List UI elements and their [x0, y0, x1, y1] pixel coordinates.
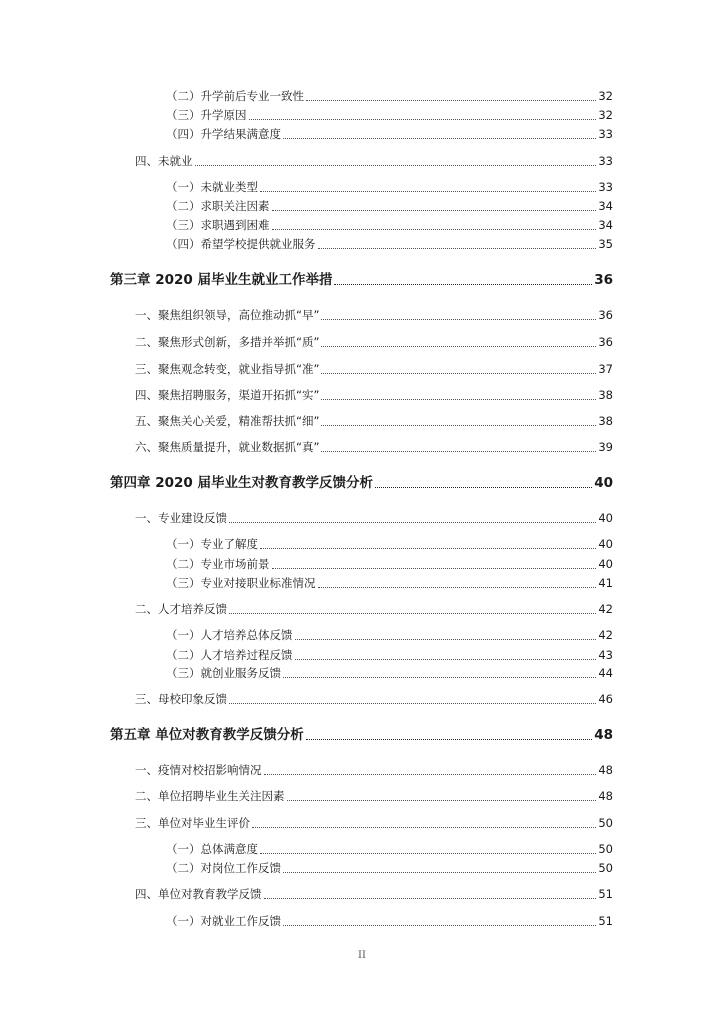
dot-leader — [283, 872, 596, 873]
toc-entry-title: 四、聚焦招聘服务，渠道开拓抓“实” — [135, 388, 320, 402]
toc-entry-title: 第四章 2020 届毕业生对教育教学反馈分析 — [110, 475, 373, 491]
toc-sub-entry[interactable] — [0, 235, 613, 253]
toc-section-entry[interactable] — [0, 690, 613, 708]
toc-section-entry[interactable] — [0, 814, 613, 832]
dot-leader — [260, 853, 596, 854]
dot-leader — [249, 119, 597, 120]
dot-leader — [321, 373, 596, 374]
toc-entry-page-number: 50 — [598, 816, 613, 830]
toc-entry-page-number: 42 — [598, 628, 613, 642]
dot-leader — [321, 451, 596, 452]
toc-section-entry[interactable] — [0, 885, 613, 903]
toc-entry-title: 三、单位对毕业生评价 — [135, 816, 250, 830]
toc-sub-entry[interactable] — [0, 859, 613, 877]
toc-entry-page-number: 39 — [598, 440, 613, 454]
toc-entry-title: 五、聚焦关心关爱，精准帮扶抓“细” — [135, 414, 320, 428]
toc-entry-page-number: 35 — [598, 237, 613, 251]
toc-entry-title: （四）希望学校提供就业服务 — [166, 237, 316, 251]
toc-entry-page-number: 36 — [594, 272, 613, 288]
dot-leader — [283, 138, 596, 139]
toc-section-entry[interactable] — [0, 509, 613, 527]
toc-section-entry[interactable] — [0, 600, 613, 618]
toc-entry-title: 一、专业建设反馈 — [135, 511, 227, 525]
dot-leader — [272, 568, 597, 569]
toc-section-entry[interactable] — [0, 333, 613, 351]
toc-entry-page-number: 32 — [598, 89, 613, 103]
toc-entry-page-number: 33 — [598, 154, 613, 168]
toc-entry-page-number: 40 — [598, 537, 613, 551]
toc-sub-entry[interactable] — [0, 574, 613, 592]
dot-leader — [306, 739, 593, 740]
toc-entry-page-number: 48 — [598, 789, 613, 803]
toc-entry-title: （三）就创业服务反馈 — [166, 666, 281, 680]
toc-entry-page-number: 50 — [598, 842, 613, 856]
toc-entry-page-number: 41 — [598, 576, 613, 590]
toc-sub-entry[interactable] — [0, 197, 613, 215]
toc-entry-title: （二）专业市场前景 — [166, 557, 270, 571]
dot-leader — [295, 639, 597, 640]
toc-section-entry[interactable] — [0, 761, 613, 779]
toc-entry-title: 一、疫情对校招影响情况 — [135, 763, 262, 777]
dot-leader — [272, 229, 597, 230]
toc-chapter-entry[interactable] — [0, 270, 613, 290]
toc-entry-page-number: 32 — [598, 108, 613, 122]
toc-chapter-entry[interactable] — [0, 473, 613, 493]
toc-entry-page-number: 33 — [598, 127, 613, 141]
dot-leader — [272, 210, 597, 211]
toc-sub-entry[interactable] — [0, 664, 613, 682]
toc-section-entry[interactable] — [0, 412, 613, 430]
toc-entry-page-number: 33 — [598, 180, 613, 194]
dot-leader — [375, 487, 592, 488]
dot-leader — [321, 319, 596, 320]
toc-entry-page-number: 51 — [598, 887, 613, 901]
dot-leader — [321, 399, 596, 400]
toc-entry-page-number: 38 — [598, 414, 613, 428]
toc-entry-page-number: 43 — [598, 648, 613, 662]
toc-chapter-entry[interactable] — [0, 725, 613, 745]
dot-leader — [264, 898, 597, 899]
dot-leader — [252, 827, 596, 828]
toc-entry-page-number: 34 — [598, 218, 613, 232]
toc-entry-title: （一）未就业类型 — [166, 180, 258, 194]
toc-entry-title: 二、单位招聘毕业生关注因素 — [135, 789, 285, 803]
toc-sub-entry[interactable] — [0, 125, 613, 143]
toc-entry-page-number: 44 — [598, 666, 613, 680]
toc-entry-title: （四）升学结果满意度 — [166, 127, 281, 141]
toc-entry-title: （三）求职遇到困难 — [166, 218, 270, 232]
toc-entry-page-number: 40 — [594, 475, 613, 491]
toc-entry-title: 三、聚焦观念转变，就业指导抓“准” — [135, 362, 320, 376]
toc-entry-title: （二）对岗位工作反馈 — [166, 861, 281, 875]
dot-leader — [306, 100, 596, 101]
toc-entry-page-number: 38 — [598, 388, 613, 402]
toc-entry-title: 二、聚焦形式创新，多措并举抓“质” — [135, 335, 320, 349]
toc-entry-page-number: 37 — [598, 362, 613, 376]
toc-entry-title: （二）升学前后专业一致性 — [166, 89, 304, 103]
toc-entry-title: 第五章 单位对教育教学反馈分析 — [110, 727, 304, 743]
toc-entry-title: （三）专业对接职业标准情况 — [166, 576, 316, 590]
toc-section-entry[interactable] — [0, 438, 613, 456]
toc-section-entry[interactable] — [0, 360, 613, 378]
dot-leader — [264, 774, 597, 775]
toc-sub-entry[interactable] — [0, 646, 613, 664]
toc-sub-entry[interactable] — [0, 216, 613, 234]
toc-section-entry[interactable] — [0, 787, 613, 805]
toc-entry-title: 四、单位对教育教学反馈 — [135, 887, 262, 901]
toc-entry-page-number: 36 — [598, 308, 613, 322]
toc-entry-page-number: 34 — [598, 199, 613, 213]
toc-sub-entry[interactable] — [0, 912, 613, 930]
dot-leader — [283, 925, 596, 926]
toc-entry-title: 四、未就业 — [135, 154, 193, 168]
toc-sub-entry[interactable] — [0, 106, 613, 124]
toc-entry-title: （三）升学原因 — [166, 108, 247, 122]
dot-leader — [195, 165, 597, 166]
toc-entry-page-number: 46 — [598, 692, 613, 706]
toc-entry-page-number: 48 — [594, 727, 613, 743]
toc-entry-title: 一、聚焦组织领导，高位推动抓“早” — [135, 308, 320, 322]
toc-sub-entry[interactable] — [0, 555, 613, 573]
toc-entry-page-number: 40 — [598, 557, 613, 571]
toc-entry-title: 第三章 2020 届毕业生就业工作举措 — [110, 272, 333, 288]
toc-sub-entry[interactable] — [0, 626, 613, 644]
dot-leader — [318, 248, 597, 249]
toc-entry-title: （二）人才培养过程反馈 — [166, 648, 293, 662]
toc-entry-title: （一）对就业工作反馈 — [166, 914, 281, 928]
toc-entry-title: （一）专业了解度 — [166, 537, 258, 551]
dot-leader — [283, 677, 596, 678]
dot-leader — [229, 703, 596, 704]
toc-entry-page-number: 42 — [598, 602, 613, 616]
dot-leader — [321, 425, 596, 426]
dot-leader — [287, 800, 597, 801]
dot-leader — [334, 284, 592, 285]
toc-entry-page-number: 36 — [598, 335, 613, 349]
dot-leader — [260, 191, 596, 192]
dot-leader — [260, 548, 596, 549]
dot-leader — [318, 587, 597, 588]
toc-section-entry[interactable] — [0, 386, 613, 404]
toc-entry-title: 六、聚焦质量提升，就业数据抓“真” — [135, 440, 320, 454]
toc-entry-title: （二）求职关注因素 — [166, 199, 270, 213]
toc-entry-title: （一）人才培养总体反馈 — [166, 628, 293, 642]
toc-sub-entry[interactable] — [0, 87, 613, 105]
footer-page-number: II — [358, 950, 366, 961]
toc-entry-page-number: 50 — [598, 861, 613, 875]
toc-entry-page-number: 40 — [598, 511, 613, 525]
toc-sub-entry[interactable] — [0, 178, 613, 196]
toc-entry-page-number: 51 — [598, 914, 613, 928]
toc-section-entry[interactable] — [0, 306, 613, 324]
toc-section-entry[interactable] — [0, 152, 613, 170]
toc-sub-entry[interactable] — [0, 535, 613, 553]
toc-entry-title: （一）总体满意度 — [166, 842, 258, 856]
toc-sub-entry[interactable] — [0, 840, 613, 858]
toc-entry-title: 二、人才培养反馈 — [135, 602, 227, 616]
toc-entry-title: 三、母校印象反馈 — [135, 692, 227, 706]
dot-leader — [229, 613, 596, 614]
dot-leader — [321, 346, 596, 347]
dot-leader — [295, 659, 597, 660]
toc-entry-page-number: 48 — [598, 763, 613, 777]
dot-leader — [229, 522, 596, 523]
